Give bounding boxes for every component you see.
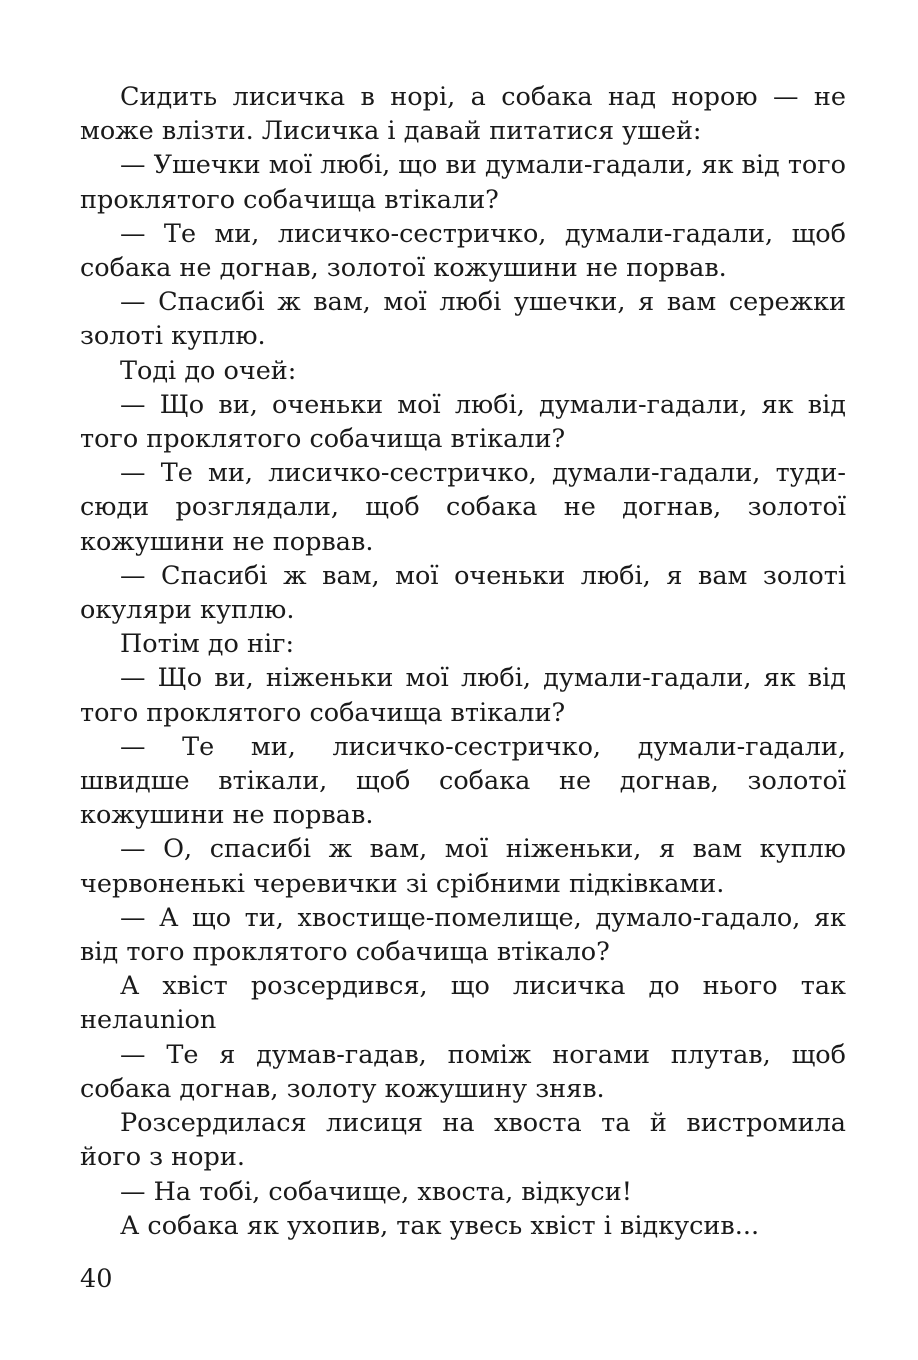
paragraph-1: Сидить лисичка в норі, а собака над норою — не може влізти. Лисичка і давай питатися ушей: <box>80 82 846 147</box>
paragraph-7: — Те ми, лисичко-сестричко, думали-гадали, туди-сюди розглядали, щоб собака не догнав, золотої кожушини не порвав. <box>80 458 846 557</box>
paragraph-6: — Що ви, оченьки мої любі, думали-гадали, як від того проклятого собачища втікали? <box>80 389 846 455</box>
paragraph-15: — Те я думав-гадав, поміж ногами плутав, щоб собака догнав, золоту кожушину зняв. <box>80 1039 846 1104</box>
paragraph-3: — Те ми, лисичко-сестричко, думали-гадали, щоб собака не догнав, золотої кожушини не порвав. <box>80 218 846 284</box>
paragraph-2: — Ушечки мої любі, що ви думали-гадали, як від того проклятого собачища втікали? <box>80 150 846 215</box>
paragraph-14: А хвіст розсердився, що лисичка до нього так нелаunion <box>80 971 846 1036</box>
paragraph-10: — Що ви, ніженьки мої любі, думали-гадали, як від того проклятого собачища втікали? <box>80 663 846 728</box>
paragraph-5: Тоді до очей: <box>120 355 297 386</box>
paragraph-16: Розсердилася лисиця на хвоста та й вистромила його з нори. <box>80 1108 846 1173</box>
paragraph-17: — На тобі, собачище, хвоста, відкуси! <box>120 1176 632 1207</box>
paragraph-8: — Спасибі ж вам, мої оченьки любі, я вам золоті окуляри куплю. <box>80 560 846 626</box>
paragraph-12: — О, спасибі ж вам, мої ніженьки, я вам куплю червоненькі черевички зі срібними підківками. <box>80 834 846 899</box>
paragraph-4: — Спасибі ж вам, мої любі ушечки, я вам сережки золоті куплю. <box>80 287 846 352</box>
paragraph-13: — А що ти, хвостище-помелище, думало-гадало, як від того проклятого собачища втікало? <box>80 902 846 968</box>
paragraph-9: Потім до ніг: <box>120 629 295 660</box>
page-body <box>80 80 846 1243</box>
paragraph-18: А собака як ухопив, так увесь хвіст і відкусив... <box>120 1210 760 1241</box>
page-number: 40 <box>80 1264 113 1294</box>
paragraph-11: — Те ми, лисичко-сестричко, думали-гадали, швидше втікали, щоб собака не догнав, золотої кожушини не порвав. <box>80 731 846 831</box>
